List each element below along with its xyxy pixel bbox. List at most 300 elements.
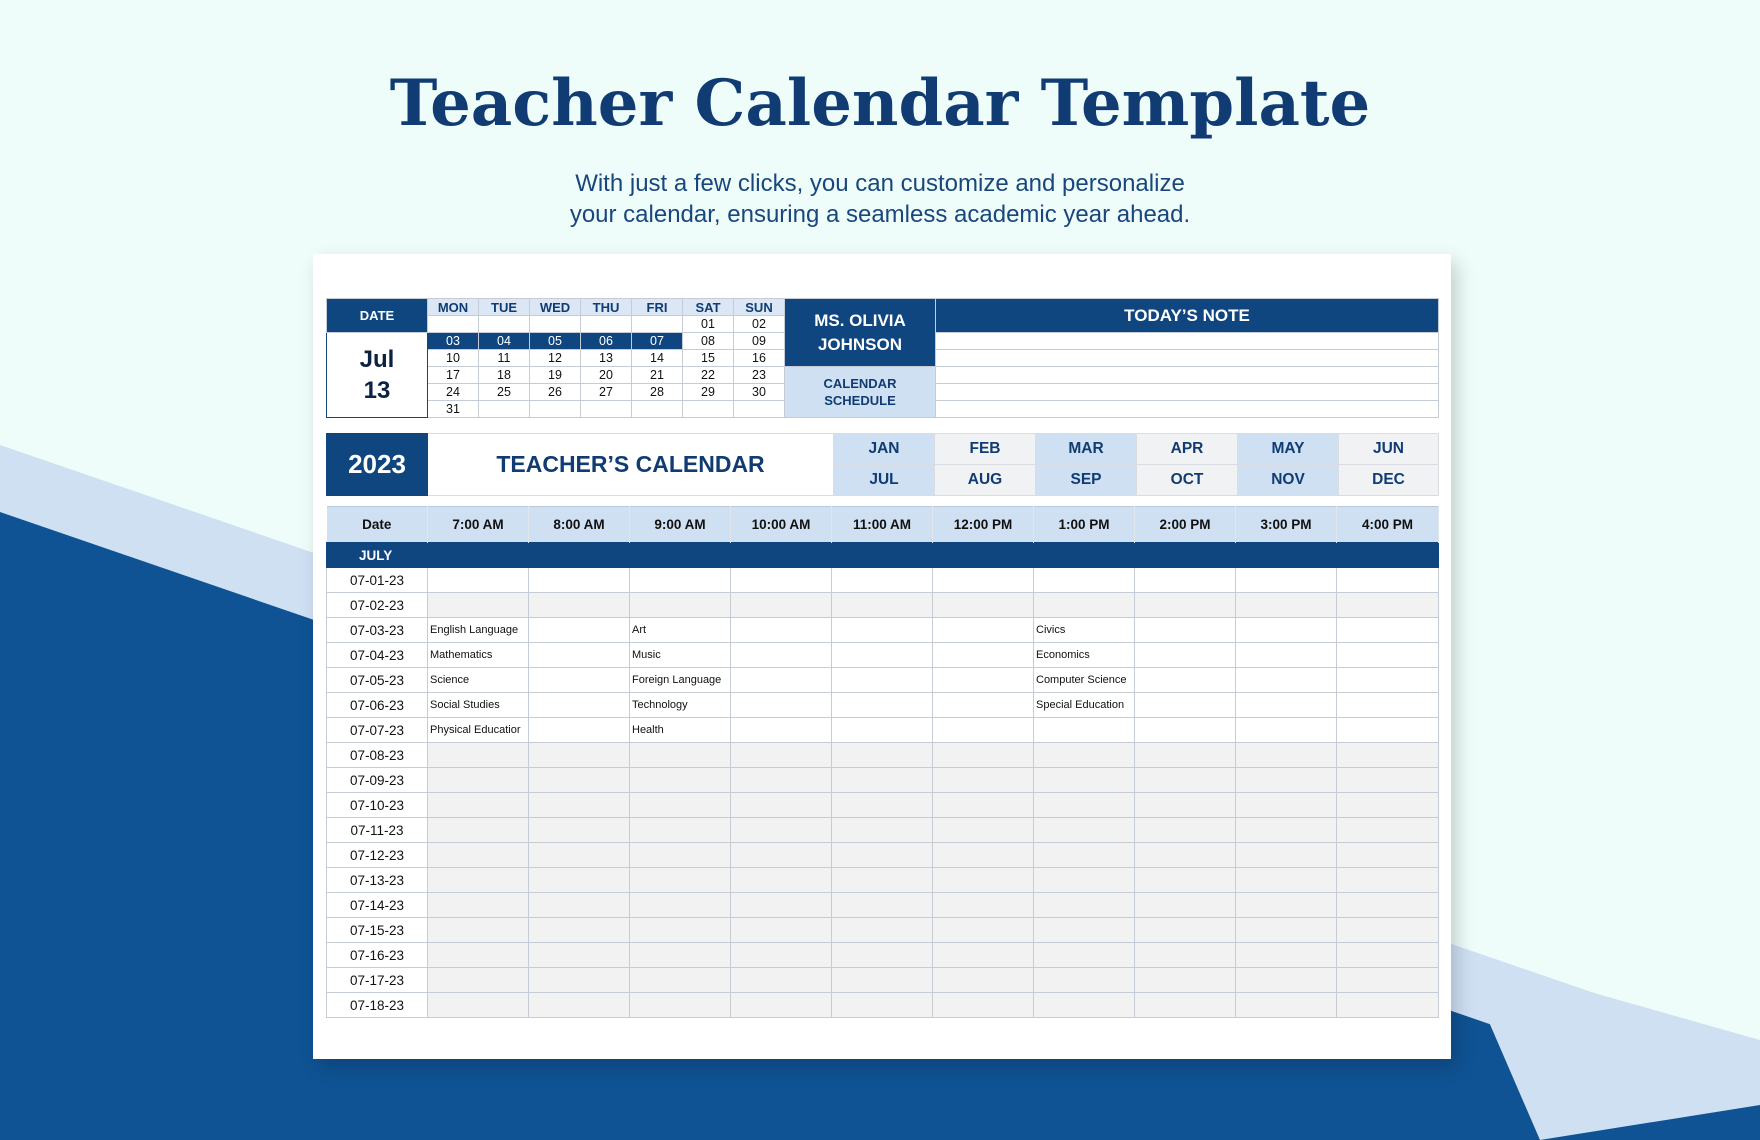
current-date [327, 333, 428, 418]
calendar-day[interactable] [530, 401, 581, 418]
calendar-day[interactable]: 12 [530, 350, 581, 367]
schedule-cell[interactable] [1135, 893, 1236, 918]
schedule-cell[interactable] [1236, 593, 1337, 618]
calendar-day[interactable]: 14 [632, 350, 683, 367]
schedule-cell[interactable]: Physical Educatior [428, 718, 529, 743]
month-tab-jun[interactable]: JUN [1339, 434, 1439, 465]
schedule-cell[interactable] [1337, 818, 1439, 843]
schedule-cell[interactable] [933, 793, 1034, 818]
schedule-cell[interactable] [1135, 718, 1236, 743]
schedule-cell[interactable] [731, 768, 832, 793]
year-label: 2023 [327, 434, 428, 496]
row-date: 07-17-23 [327, 968, 428, 993]
schedule-cell[interactable] [933, 868, 1034, 893]
schedule-cell[interactable] [1236, 768, 1337, 793]
calendar-day-highlighted[interactable]: 03 [428, 333, 479, 350]
column-header-time: 9:00 AM [630, 507, 731, 543]
day-header-sun: SUN [734, 299, 785, 316]
row-date: 07-15-23 [327, 918, 428, 943]
schedule-cell[interactable] [1236, 568, 1337, 593]
schedule-cell[interactable] [731, 643, 832, 668]
schedule-cell[interactable] [933, 893, 1034, 918]
schedule-cell[interactable] [428, 818, 529, 843]
schedule-cell[interactable] [1034, 793, 1135, 818]
calendar-day[interactable] [530, 316, 581, 333]
schedule-cell[interactable] [832, 968, 933, 993]
schedule-cell[interactable] [630, 768, 731, 793]
schedule-header-row [327, 507, 1439, 543]
month-tab-oct[interactable]: OCT [1137, 465, 1238, 496]
schedule-cell[interactable] [933, 568, 1034, 593]
schedule-cell[interactable] [1337, 668, 1439, 693]
schedule-cell[interactable] [731, 793, 832, 818]
schedule-cell[interactable] [1337, 843, 1439, 868]
calendar-day[interactable]: 10 [428, 350, 479, 367]
schedule-cell[interactable] [832, 918, 933, 943]
row-date: 07-07-23 [327, 718, 428, 743]
schedule-cell[interactable] [731, 943, 832, 968]
schedule-cell[interactable] [1236, 993, 1337, 1018]
row-date: 07-09-23 [327, 768, 428, 793]
schedule-cell[interactable] [630, 943, 731, 968]
schedule-cell[interactable] [1135, 743, 1236, 768]
schedule-cell[interactable] [731, 693, 832, 718]
column-header-time: 3:00 PM [1236, 507, 1337, 543]
row-date: 07-12-23 [327, 843, 428, 868]
schedule-cell[interactable] [1236, 893, 1337, 918]
schedule-cell[interactable] [529, 743, 630, 768]
schedule-cell[interactable] [933, 968, 1034, 993]
month-tab-aug[interactable]: AUG [935, 465, 1036, 496]
schedule-cell[interactable] [731, 818, 832, 843]
row-date: 07-03-23 [327, 618, 428, 643]
calendar-day[interactable] [581, 316, 632, 333]
month-header-row [327, 543, 1439, 568]
calendar-day[interactable]: 29 [683, 384, 734, 401]
schedule-cell[interactable] [731, 968, 832, 993]
row-date: 07-04-23 [327, 643, 428, 668]
calendar-day-highlighted[interactable]: 05 [530, 333, 581, 350]
schedule-cell[interactable] [630, 743, 731, 768]
row-date: 07-14-23 [327, 893, 428, 918]
subtitle-line-1: With just a few clicks, you can customize and personalize [575, 170, 1185, 197]
schedule-cell[interactable] [1236, 918, 1337, 943]
table-row [327, 818, 1439, 843]
month-tab-nov[interactable]: NOV [1238, 465, 1339, 496]
schedule-cell[interactable] [1034, 918, 1135, 943]
schedule-cell[interactable] [529, 843, 630, 868]
row-date: 07-05-23 [327, 668, 428, 693]
calendar-day[interactable]: 13 [581, 350, 632, 367]
schedule-cell[interactable] [1135, 693, 1236, 718]
schedule-cell[interactable] [1337, 743, 1439, 768]
schedule-cell[interactable] [1236, 693, 1337, 718]
schedule-cell[interactable] [529, 718, 630, 743]
note-line[interactable] [936, 350, 1439, 367]
calendar-day[interactable] [479, 316, 530, 333]
schedule-cell[interactable] [933, 818, 1034, 843]
schedule-cell[interactable] [1337, 618, 1439, 643]
month-tab-sep[interactable]: SEP [1036, 465, 1137, 496]
schedule-cell[interactable] [529, 793, 630, 818]
schedule-cell[interactable] [731, 593, 832, 618]
schedule-cell[interactable] [1135, 618, 1236, 643]
schedule-cell[interactable] [832, 793, 933, 818]
calendar-day[interactable]: 02 [734, 316, 785, 333]
schedule-cell[interactable] [1135, 993, 1236, 1018]
note-line[interactable] [936, 401, 1439, 418]
schedule-cell[interactable] [529, 668, 630, 693]
schedule-cell[interactable] [1034, 993, 1135, 1018]
schedule-cell[interactable] [1236, 868, 1337, 893]
schedule-cell[interactable] [832, 768, 933, 793]
schedule-cell[interactable] [1034, 893, 1135, 918]
calendar-day[interactable]: 15 [683, 350, 734, 367]
schedule-cell[interactable] [933, 943, 1034, 968]
calendar-day[interactable] [479, 401, 530, 418]
calendar-day-highlighted[interactable]: 06 [581, 333, 632, 350]
schedule-cell[interactable] [1236, 743, 1337, 768]
schedule-cell[interactable] [731, 668, 832, 693]
schedule-cell[interactable] [630, 868, 731, 893]
schedule-cell[interactable] [1236, 818, 1337, 843]
schedule-cell[interactable] [630, 968, 731, 993]
schedule-cell[interactable] [529, 993, 630, 1018]
page-subtitle [480, 168, 1280, 230]
schedule-cell[interactable] [1337, 968, 1439, 993]
schedule-cell[interactable] [630, 593, 731, 618]
schedule-body [327, 543, 1439, 1018]
calendar-day[interactable]: 23 [734, 367, 785, 384]
schedule-cell[interactable] [1337, 593, 1439, 618]
month-tab-apr[interactable]: APR [1137, 434, 1238, 465]
calendar-day[interactable]: 16 [734, 350, 785, 367]
calendar-day-highlighted[interactable]: 07 [632, 333, 683, 350]
day-header-sat: SAT [683, 299, 734, 316]
schedule-cell[interactable] [731, 568, 832, 593]
schedule-cell[interactable] [1135, 918, 1236, 943]
schedule-cell[interactable] [1337, 993, 1439, 1018]
schedule-cell[interactable] [529, 693, 630, 718]
schedule-cell[interactable] [1135, 968, 1236, 993]
schedule-cell[interactable] [1135, 943, 1236, 968]
schedule-cell[interactable] [428, 568, 529, 593]
calendar-day[interactable]: 18 [479, 367, 530, 384]
schedule-cell[interactable] [428, 768, 529, 793]
schedule-cell[interactable] [428, 918, 529, 943]
schedule-cell[interactable] [1034, 568, 1135, 593]
calendar-day[interactable]: 31 [428, 401, 479, 418]
schedule-cell[interactable] [1135, 668, 1236, 693]
schedule-cell[interactable] [529, 868, 630, 893]
schedule-cell[interactable] [529, 643, 630, 668]
date-label: DATE [327, 299, 428, 333]
column-header-time: 11:00 AM [832, 507, 933, 543]
month-tab-jul[interactable]: JUL [834, 465, 935, 496]
schedule-cell[interactable] [1337, 718, 1439, 743]
schedule-cell[interactable] [428, 843, 529, 868]
table-row [327, 743, 1439, 768]
schedule-cell[interactable]: Economics [1034, 643, 1135, 668]
schedule-cell[interactable] [529, 943, 630, 968]
row-date: 07-18-23 [327, 993, 428, 1018]
schedule-cell[interactable] [529, 593, 630, 618]
schedule-cell[interactable] [1034, 768, 1135, 793]
schedule-cell[interactable] [731, 893, 832, 918]
schedule-cell[interactable] [731, 868, 832, 893]
calendar-day[interactable]: 27 [581, 384, 632, 401]
mini-calendar-block [326, 298, 1439, 418]
schedule-cell[interactable] [832, 593, 933, 618]
schedule-cell[interactable] [1337, 693, 1439, 718]
calendar-day[interactable]: 26 [530, 384, 581, 401]
schedule-cell[interactable] [529, 568, 630, 593]
table-row [327, 693, 1439, 718]
table-row [327, 593, 1439, 618]
schedule-cell[interactable] [1337, 643, 1439, 668]
current-month: Jul [359, 346, 395, 373]
schedule-cell[interactable] [731, 743, 832, 768]
calendar-day[interactable] [632, 316, 683, 333]
schedule-cell[interactable] [832, 818, 933, 843]
schedule-cell[interactable] [731, 993, 832, 1018]
schedule-cell[interactable] [529, 968, 630, 993]
calendar-day[interactable]: 08 [683, 333, 734, 350]
schedule-cell[interactable] [1337, 893, 1439, 918]
schedule-cell[interactable] [1135, 593, 1236, 618]
schedule-cell[interactable] [1236, 668, 1337, 693]
note-line[interactable] [936, 367, 1439, 384]
schedule-cell[interactable] [832, 643, 933, 668]
day-header-wed: WED [530, 299, 581, 316]
schedule-cell[interactable] [1236, 968, 1337, 993]
schedule-cell[interactable] [832, 868, 933, 893]
month-tab-feb[interactable]: FEB [935, 434, 1036, 465]
year-month-band [326, 433, 1439, 496]
schedule-cell[interactable] [529, 768, 630, 793]
schedule-cell[interactable] [1135, 568, 1236, 593]
schedule-cell[interactable] [1236, 643, 1337, 668]
schedule-cell[interactable] [1337, 943, 1439, 968]
schedule-cell[interactable] [428, 743, 529, 768]
month-label: JULY [327, 543, 1439, 568]
schedule-cell[interactable] [933, 718, 1034, 743]
schedule-cell[interactable] [529, 893, 630, 918]
schedule-cell[interactable]: Science [428, 668, 529, 693]
schedule-cell[interactable] [731, 618, 832, 643]
month-tab-dec[interactable]: DEC [1339, 465, 1439, 496]
schedule-cell[interactable] [933, 593, 1034, 618]
day-header-mon: MON [428, 299, 479, 316]
schedule-cell[interactable] [1236, 943, 1337, 968]
calendar-day[interactable]: 24 [428, 384, 479, 401]
schedule-cell[interactable] [428, 793, 529, 818]
schedule-cell[interactable] [731, 718, 832, 743]
schedule-cell[interactable] [1236, 618, 1337, 643]
row-date: 07-02-23 [327, 593, 428, 618]
schedule-cell[interactable] [731, 918, 832, 943]
day-header-tue: TUE [479, 299, 530, 316]
schedule-label-line-2: SCHEDULE [824, 393, 896, 408]
schedule-cell[interactable] [630, 843, 731, 868]
schedule-cell[interactable]: Foreign Language [630, 668, 731, 693]
calendar-day[interactable]: 21 [632, 367, 683, 384]
schedule-cell[interactable]: Social Studies [428, 693, 529, 718]
table-row [327, 643, 1439, 668]
schedule-cell[interactable] [933, 993, 1034, 1018]
schedule-cell[interactable] [832, 893, 933, 918]
schedule-cell[interactable] [933, 643, 1034, 668]
column-header-time: 7:00 AM [428, 507, 529, 543]
calendar-day[interactable]: 28 [632, 384, 683, 401]
schedule-cell[interactable] [428, 943, 529, 968]
schedule-cell[interactable] [933, 743, 1034, 768]
column-header-time: 2:00 PM [1135, 507, 1236, 543]
month-tab-mar[interactable]: MAR [1036, 434, 1137, 465]
schedule-cell[interactable] [1236, 843, 1337, 868]
schedule-cell[interactable] [428, 968, 529, 993]
schedule-cell[interactable] [1337, 868, 1439, 893]
schedule-cell[interactable] [832, 693, 933, 718]
day-header-thu: THU [581, 299, 632, 316]
schedule-cell[interactable] [933, 668, 1034, 693]
calendar-day[interactable]: 19 [530, 367, 581, 384]
calendar-day[interactable]: 20 [581, 367, 632, 384]
schedule-cell[interactable] [1337, 918, 1439, 943]
schedule-cell[interactable] [1135, 643, 1236, 668]
spreadsheet-sheet [313, 254, 1451, 1059]
schedule-cell[interactable] [933, 918, 1034, 943]
column-header-time: 4:00 PM [1337, 507, 1439, 543]
schedule-cell[interactable] [1236, 718, 1337, 743]
calendar-day[interactable]: 30 [734, 384, 785, 401]
schedule-cell[interactable] [1135, 843, 1236, 868]
schedule-cell[interactable] [832, 743, 933, 768]
row-date: 07-10-23 [327, 793, 428, 818]
schedule-cell[interactable] [832, 718, 933, 743]
schedule-cell[interactable] [832, 843, 933, 868]
table-row [327, 993, 1439, 1018]
schedule-cell[interactable] [529, 818, 630, 843]
schedule-cell[interactable] [832, 993, 933, 1018]
calendar-day[interactable] [428, 316, 479, 333]
schedule-cell[interactable] [933, 618, 1034, 643]
schedule-cell[interactable]: Special Education [1034, 693, 1135, 718]
schedule-cell[interactable]: Computer Science [1034, 668, 1135, 693]
schedule-cell[interactable] [529, 618, 630, 643]
schedule-cell[interactable] [1034, 743, 1135, 768]
schedule-cell[interactable] [1135, 868, 1236, 893]
schedule-cell[interactable] [630, 918, 731, 943]
calendar-day[interactable] [683, 401, 734, 418]
schedule-cell[interactable] [630, 793, 731, 818]
table-row [327, 718, 1439, 743]
month-tab-jan[interactable]: JAN [834, 434, 935, 465]
table-row [327, 793, 1439, 818]
schedule-cell[interactable] [1034, 843, 1135, 868]
calendar-schedule-label [785, 367, 936, 418]
schedule-cell[interactable] [1337, 768, 1439, 793]
schedule-cell[interactable] [1135, 818, 1236, 843]
schedule-cell[interactable] [1337, 793, 1439, 818]
column-header-time: 8:00 AM [529, 507, 630, 543]
note-line[interactable] [936, 333, 1439, 350]
calendar-day[interactable]: 17 [428, 367, 479, 384]
calendar-day[interactable]: 25 [479, 384, 530, 401]
column-header-time: 1:00 PM [1034, 507, 1135, 543]
schedule-cell[interactable] [933, 768, 1034, 793]
note-line[interactable] [936, 384, 1439, 401]
schedule-cell[interactable] [428, 893, 529, 918]
schedule-cell[interactable]: Art [630, 618, 731, 643]
schedule-cell[interactable]: Technology [630, 693, 731, 718]
schedule-cell[interactable] [1034, 968, 1135, 993]
teacher-name-line-1: MS. OLIVIA [814, 310, 906, 330]
schedule-cell[interactable] [1034, 718, 1135, 743]
schedule-cell[interactable] [1034, 943, 1135, 968]
schedule-cell[interactable] [630, 893, 731, 918]
calendar-day[interactable]: 01 [683, 316, 734, 333]
table-row [327, 918, 1439, 943]
calendar-day[interactable]: 11 [479, 350, 530, 367]
page-title: Teacher Calendar Template [389, 66, 1371, 141]
schedule-cell[interactable] [1135, 793, 1236, 818]
row-date: 07-16-23 [327, 943, 428, 968]
column-header-date: Date [327, 507, 428, 543]
schedule-cell[interactable] [1034, 593, 1135, 618]
schedule-cell[interactable] [832, 668, 933, 693]
schedule-cell[interactable] [832, 568, 933, 593]
subtitle-line-2: your calendar, ensuring a seamless academic year ahead. [569, 201, 1191, 228]
schedule-cell[interactable] [1034, 868, 1135, 893]
schedule-cell[interactable] [933, 693, 1034, 718]
schedule-cell[interactable] [832, 618, 933, 643]
schedule-cell[interactable] [1034, 818, 1135, 843]
table-row [327, 843, 1439, 868]
schedule-cell[interactable] [1337, 568, 1439, 593]
schedule-cell[interactable] [832, 943, 933, 968]
calendar-day-highlighted[interactable]: 04 [479, 333, 530, 350]
table-row [327, 668, 1439, 693]
schedule-cell[interactable] [933, 843, 1034, 868]
schedule-cell[interactable]: Music [630, 643, 731, 668]
schedule-cell[interactable] [529, 918, 630, 943]
calendar-day[interactable] [632, 401, 683, 418]
schedule-cell[interactable] [428, 868, 529, 893]
schedule-cell[interactable]: English Language [428, 618, 529, 643]
schedule-cell[interactable] [630, 818, 731, 843]
calendar-day[interactable]: 09 [734, 333, 785, 350]
schedule-cell[interactable]: Civics [1034, 618, 1135, 643]
row-date: 07-13-23 [327, 868, 428, 893]
schedule-cell[interactable] [428, 593, 529, 618]
schedule-cell[interactable]: Mathematics [428, 643, 529, 668]
schedule-cell[interactable] [1236, 793, 1337, 818]
schedule-cell[interactable]: Health [630, 718, 731, 743]
schedule-cell[interactable] [428, 993, 529, 1018]
table-row [327, 568, 1439, 593]
table-row [327, 943, 1439, 968]
month-tab-may[interactable]: MAY [1238, 434, 1339, 465]
schedule-cell[interactable] [630, 568, 731, 593]
schedule-label-line-1: CALENDAR [823, 376, 897, 391]
schedule-cell[interactable] [731, 843, 832, 868]
schedule-cell[interactable] [1135, 768, 1236, 793]
calendar-day[interactable]: 22 [683, 367, 734, 384]
calendar-day[interactable] [734, 401, 785, 418]
calendar-day[interactable] [581, 401, 632, 418]
schedule-cell[interactable] [630, 993, 731, 1018]
